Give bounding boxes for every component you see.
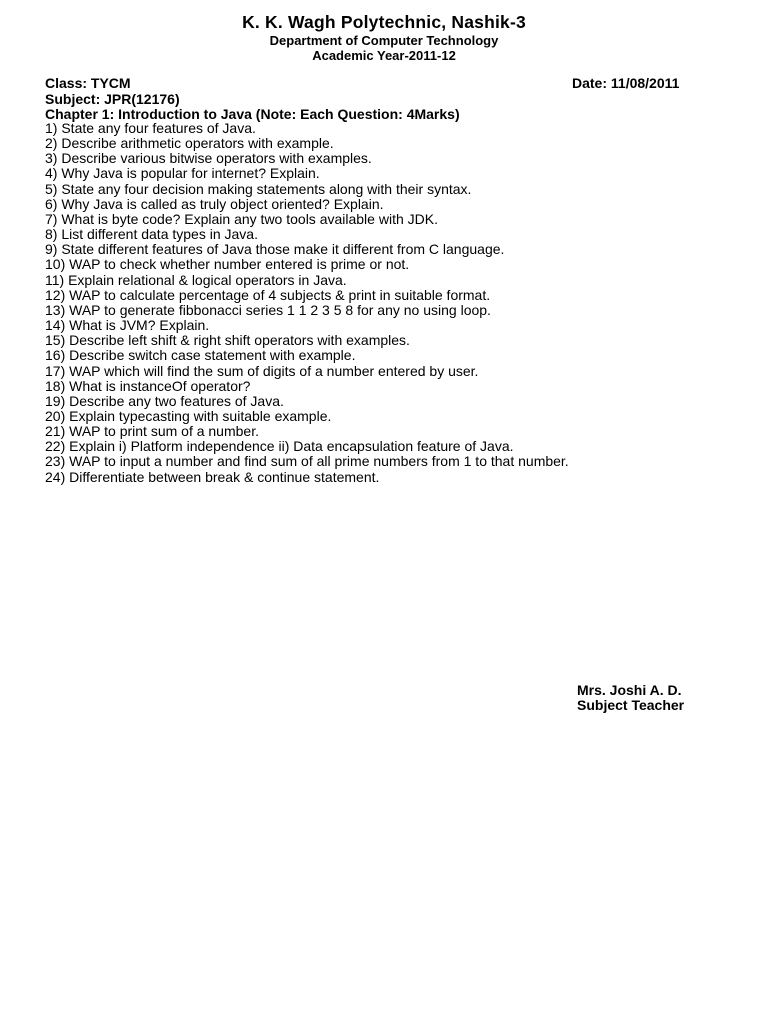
academic-year: Academic Year-2011-12 [312,48,456,63]
question-item: 15) Describe left shift & right shift operators with examples. [45,332,410,349]
question-item: 21) WAP to print sum of a number. [45,423,259,440]
question-item: 4) Why Java is popular for internet? Explain. [45,165,320,182]
question-item: 24) Differentiate between break & continue statement. [45,468,380,485]
question-item: 5) State any four decision making statements along with their syntax. [45,180,472,197]
question-item: 3) Describe various bitwise operators with examples. [45,150,372,167]
question-item: 6) Why Java is called as truly object oriented? Explain. [45,195,384,212]
question-list [45,121,725,485]
question-item: 17) WAP which will find the sum of digits of a number entered by user. [45,362,479,379]
teacher-name: Mrs. Joshi A. D. [577,682,682,698]
question-item: 7) What is byte code? Explain any two tools available with JDK. [45,210,438,227]
chapter-title: Chapter 1: Introduction to Java (Note: Each Question: 4Marks) [45,106,460,122]
question-item: 13) WAP to generate fibbonacci series 1 1 2 3 5 8 for any no using loop. [45,301,491,318]
question-item: 16) Describe switch case statement with example. [45,347,356,364]
question-item: 22) Explain i) Platform independence ii) Data encapsulation feature of Java. [45,438,514,455]
department-name: Department of Computer Technology [269,33,499,48]
question-item: 19) Describe any two features of Java. [45,392,284,409]
subject-label: Subject: JPR(12176) [45,91,180,107]
question-item: 9) State different features of Java those make it different from C language. [45,241,505,258]
question-item: 8) List different data types in Java. [45,226,258,243]
question-item: 10) WAP to check whether number entered is prime or not. [45,256,410,273]
teacher-role: Subject Teacher [577,697,685,713]
question-item: 1) State any four features of Java. [45,120,256,136]
question-item: 11) Explain relational & logical operators in Java. [45,271,347,288]
question-item: 23) WAP to input a number and find sum of all prime numbers from 1 to that number. [45,453,569,470]
question-item: 2) Describe arithmetic operators with example. [45,135,334,152]
college-name: K. K. Wagh Polytechnic, Nashik-3 [242,12,526,32]
question-item: 20) Explain typecasting with suitable example. [45,407,332,424]
date-label: Date: 11/08/2011 [572,75,680,91]
question-item: 12) WAP to calculate percentage of 4 subjects & print in suitable format. [45,286,491,303]
question-item: 14) What is JVM? Explain. [45,317,210,334]
class-label: Class: TYCM [45,75,131,91]
question-item: 18) What is instanceOf operator? [45,377,251,394]
